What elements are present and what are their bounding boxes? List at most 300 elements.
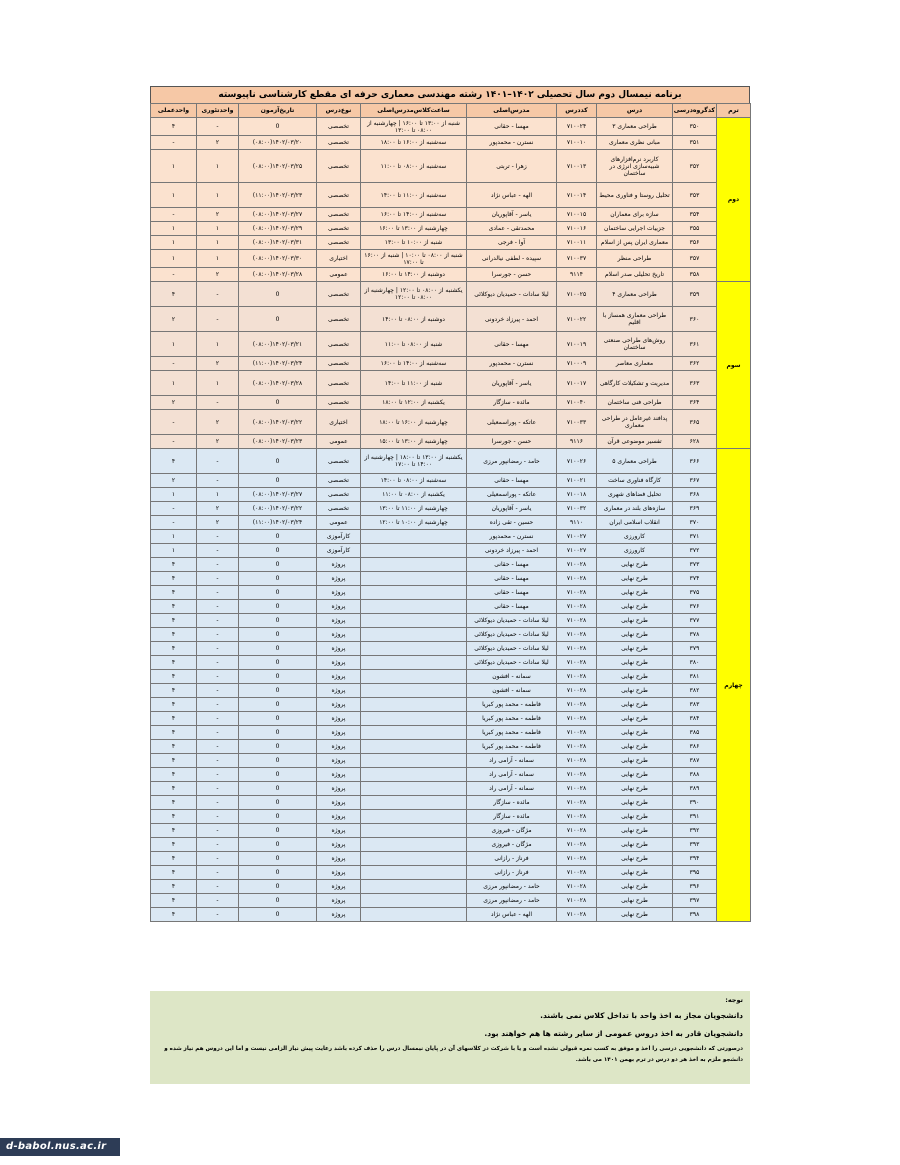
course-id: ۷۱۰۰۲۸ <box>557 586 597 600</box>
practical-units: ۴ <box>151 824 197 838</box>
course-group-code: ۳۸۴ <box>673 712 717 726</box>
teacher-name: مهسا - حقانی <box>467 572 557 586</box>
teacher-name: مهسا - حقانی <box>467 558 557 572</box>
course-type: پروژه <box>317 866 361 880</box>
notes-title: توجه: <box>725 996 743 1004</box>
course-type: تخصصی <box>317 357 361 371</box>
class-time <box>361 614 467 628</box>
course-name: طرح نهایی <box>597 768 673 782</box>
practical-units: ۱ <box>151 222 197 236</box>
practical-units: - <box>151 136 197 150</box>
table-row <box>151 118 751 136</box>
course-id: ۷۱۰۰۲۸ <box>557 782 597 796</box>
teacher-name: سپیده - لطفی نیالدرانی <box>467 250 557 268</box>
practical-units: ۴ <box>151 852 197 866</box>
teacher-name: سمانه - آرامی راد <box>467 754 557 768</box>
practical-units: ۴ <box>151 614 197 628</box>
teacher-name: آوا - فرجی <box>467 236 557 250</box>
class-time <box>361 544 467 558</box>
practical-units: ۱ <box>151 530 197 544</box>
practical-units: ۱ <box>151 332 197 357</box>
exam-date: 0 <box>239 628 317 642</box>
course-name: تحلیل روستا و فناوری محیط <box>597 183 673 208</box>
course-id: ۷۱۰۰۲۸ <box>557 838 597 852</box>
course-type: پروژه <box>317 698 361 712</box>
course-group-code: ۳۶۳ <box>673 371 717 396</box>
practical-units: ۲ <box>151 307 197 332</box>
exam-date: ۱۴۰۲/۰۳/۲۲(۰۸:۰۰) <box>239 410 317 435</box>
theory-units: ۲ <box>197 136 239 150</box>
course-type: پروژه <box>317 614 361 628</box>
theory-units: ۲ <box>197 268 239 282</box>
exam-date: 0 <box>239 754 317 768</box>
course-group-code: ۳۵۰ <box>673 118 717 136</box>
class-time <box>361 642 467 656</box>
page-title: برنامه نیمسال دوم سال تحصیلی ۱۴۰۲–۱۴۰۱ رشته مهندسی معماری حرفه ای مقطع کارشناسی ناپیوسته <box>150 86 750 103</box>
course-group-code: ۳۷۹ <box>673 642 717 656</box>
theory-units: - <box>197 908 239 922</box>
course-id: ۹۱۱۴ <box>557 268 597 282</box>
term-group <box>151 449 751 922</box>
course-id: ۷۱۰۰۲۸ <box>557 726 597 740</box>
course-id: ۷۱۰۰۲۷ <box>557 544 597 558</box>
practical-units: ۱ <box>151 236 197 250</box>
course-name: طرح نهایی <box>597 782 673 796</box>
class-time <box>361 782 467 796</box>
class-time <box>361 740 467 754</box>
course-name: طراحی فنی ساختمان <box>597 396 673 410</box>
header-row <box>151 104 751 118</box>
teacher-name: لیلا سادات - حمیدیان دیوکلائی <box>467 656 557 670</box>
exam-date: ۱۴۰۲/۰۳/۲۲(۰۸:۰۰) <box>239 502 317 516</box>
practical-units: ۴ <box>151 768 197 782</box>
course-type: تخصصی <box>317 222 361 236</box>
table-row <box>151 740 751 754</box>
table-row <box>151 208 751 222</box>
course-type: پروژه <box>317 572 361 586</box>
exam-date: 0 <box>239 880 317 894</box>
teacher-name: سمانه - آرامی راد <box>467 782 557 796</box>
exam-date: 0 <box>239 586 317 600</box>
teacher-name: نسترن - محمدپور <box>467 530 557 544</box>
course-group-code: ۳۸۳ <box>673 698 717 712</box>
practical-units: ۴ <box>151 740 197 754</box>
course-group-code: ۳۷۴ <box>673 572 717 586</box>
theory-units: ۲ <box>197 410 239 435</box>
class-time: سه‌شنبه از ۱۴:۰۰ تا ۱۶:۰۰ <box>361 357 467 371</box>
table-row <box>151 136 751 150</box>
theory-units: - <box>197 810 239 824</box>
class-time: چهارشنبه از ۱۳:۰۰ تا ۱۶:۰۰ <box>361 222 467 236</box>
practical-units: ۴ <box>151 754 197 768</box>
table-row <box>151 502 751 516</box>
course-name: طرح نهایی <box>597 614 673 628</box>
course-group-code: ۳۶۹ <box>673 502 717 516</box>
practical-units: ۴ <box>151 558 197 572</box>
course-type: عمومی <box>317 268 361 282</box>
theory-units: - <box>197 684 239 698</box>
course-name: طرح نهایی <box>597 824 673 838</box>
table-row <box>151 614 751 628</box>
exam-date: ۱۴۰۲/۰۳/۲۰(۰۸:۰۰) <box>239 136 317 150</box>
course-group-code: ۳۸۷ <box>673 754 717 768</box>
practical-units: ۴ <box>151 572 197 586</box>
exam-date: 0 <box>239 684 317 698</box>
theory-units: ۱ <box>197 150 239 183</box>
course-group-code: ۳۹۱ <box>673 810 717 824</box>
practical-units: ۱ <box>151 371 197 396</box>
teacher-name: عاتکه - پوراسمعیلی <box>467 410 557 435</box>
course-name: طراحی معماری ۳ <box>597 118 673 136</box>
teacher-name: مهسا - حقانی <box>467 474 557 488</box>
table-row <box>151 852 751 866</box>
exam-date: 0 <box>239 698 317 712</box>
exam-date: 0 <box>239 726 317 740</box>
course-name: طرح نهایی <box>597 796 673 810</box>
course-id: ۷۱۰۰۱۱ <box>557 236 597 250</box>
class-time <box>361 824 467 838</box>
practical-units: ۲ <box>151 396 197 410</box>
course-id: ۹۱۱۰ <box>557 516 597 530</box>
course-group-code: ۳۹۲ <box>673 824 717 838</box>
table-row <box>151 824 751 838</box>
practical-units: ۴ <box>151 600 197 614</box>
class-time: شنبه از ۱۳:۰۰ تا ۱۶:۰۰ | چهارشنبه از ۰۸:۰۰ تا ۱۳:۰۰ <box>361 118 467 136</box>
course-type: تخصصی <box>317 502 361 516</box>
course-id: ۷۱۰۰۱۴ <box>557 183 597 208</box>
exam-date: 0 <box>239 768 317 782</box>
term-group <box>151 118 751 282</box>
teacher-name: مائده - سازگار <box>467 796 557 810</box>
course-id: ۷۱۰۰۲۸ <box>557 768 597 782</box>
course-type: تخصصی <box>317 118 361 136</box>
column-header: ترم <box>717 104 751 118</box>
theory-units: - <box>197 656 239 670</box>
schedule-table <box>150 103 751 922</box>
course-type: تخصصی <box>317 150 361 183</box>
table-row <box>151 307 751 332</box>
table-row <box>151 894 751 908</box>
table-row <box>151 628 751 642</box>
practical-units: ۴ <box>151 118 197 136</box>
course-name: طرح نهایی <box>597 642 673 656</box>
theory-units: - <box>197 282 239 307</box>
exam-date: 0 <box>239 852 317 866</box>
course-group-code: ۳۵۸ <box>673 268 717 282</box>
table-row <box>151 796 751 810</box>
theory-units: - <box>197 600 239 614</box>
exam-date: ۱۴۰۲/۰۳/۲۹(۰۸:۰۰) <box>239 222 317 236</box>
class-time <box>361 908 467 922</box>
course-id: ۷۱۰۰۲۸ <box>557 698 597 712</box>
teacher-name: یاسر - آقاپوریان <box>467 502 557 516</box>
exam-date: ۱۴۰۲/۰۳/۲۱(۰۸:۰۰) <box>239 332 317 357</box>
theory-units: - <box>197 712 239 726</box>
column-header: کدگروه‌درسی <box>673 104 717 118</box>
teacher-name: لیلا سادات - حمیدیان دیوکلائی <box>467 614 557 628</box>
column-header: درس <box>597 104 673 118</box>
table-row <box>151 435 751 449</box>
notes-line: دانشجویان مجاز به اخذ واحد با تداخل کلاس نمی باشند. <box>540 1011 743 1020</box>
exam-date: 0 <box>239 572 317 586</box>
course-name: طرح نهایی <box>597 726 673 740</box>
theory-units: - <box>197 572 239 586</box>
theory-units: ۲ <box>197 516 239 530</box>
teacher-name: الهه - عباس نژاد <box>467 908 557 922</box>
practical-units: ۱ <box>151 250 197 268</box>
course-group-code: ۳۸۸ <box>673 768 717 782</box>
course-type: پروژه <box>317 670 361 684</box>
course-name: طرح نهایی <box>597 558 673 572</box>
course-type: پروژه <box>317 838 361 852</box>
course-type: تخصصی <box>317 474 361 488</box>
theory-units: - <box>197 396 239 410</box>
course-group-code: ۳۶۴ <box>673 396 717 410</box>
term-group <box>151 282 751 449</box>
exam-date: 0 <box>239 642 317 656</box>
theory-units: - <box>197 866 239 880</box>
course-name: طراحی معماری ۵ <box>597 449 673 474</box>
course-type: کارآموزی <box>317 544 361 558</box>
course-id: ۷۱۰۰۲۸ <box>557 908 597 922</box>
course-type: تخصصی <box>317 449 361 474</box>
course-group-code: ۳۶۷ <box>673 474 717 488</box>
footer-url[interactable]: d-babol.nus.ac.ir <box>6 1141 107 1152</box>
course-type: تخصصی <box>317 183 361 208</box>
course-name: سازه‌های بلند در معماری <box>597 502 673 516</box>
class-time <box>361 880 467 894</box>
class-time: سه‌شنبه از ۱۱:۰۰ تا ۱۴:۰۰ <box>361 183 467 208</box>
table-row <box>151 880 751 894</box>
practical-units: ۴ <box>151 712 197 726</box>
teacher-name: احمد - پیرزاد خردونی <box>467 307 557 332</box>
table-row <box>151 866 751 880</box>
course-id: ۷۱۰۰۰۹ <box>557 357 597 371</box>
exam-date: 0 <box>239 449 317 474</box>
exam-date: 0 <box>239 558 317 572</box>
course-type: پروژه <box>317 684 361 698</box>
course-id: ۷۱۰۰۲۸ <box>557 558 597 572</box>
teacher-name: فاطمه - محمد پور کبریا <box>467 726 557 740</box>
practical-units: ۴ <box>151 782 197 796</box>
course-id: ۷۱۰۰۲۸ <box>557 670 597 684</box>
course-name: کارورزی <box>597 544 673 558</box>
teacher-name: یاسر - آقاپوریان <box>467 371 557 396</box>
table-row <box>151 396 751 410</box>
course-name: سازه برای معماران <box>597 208 673 222</box>
class-time <box>361 586 467 600</box>
practical-units: ۴ <box>151 628 197 642</box>
table-row <box>151 838 751 852</box>
course-group-code: ۳۷۱ <box>673 530 717 544</box>
practical-units: ۴ <box>151 796 197 810</box>
schedule-sheet <box>150 86 750 922</box>
course-id: ۷۱۰۰۲۸ <box>557 684 597 698</box>
practical-units: ۴ <box>151 810 197 824</box>
practical-units: - <box>151 208 197 222</box>
practical-units: ۴ <box>151 894 197 908</box>
class-time <box>361 628 467 642</box>
practical-units: ۱ <box>151 183 197 208</box>
class-time: دوشنبه از ۱۴:۰۰ تا ۱۶:۰۰ <box>361 268 467 282</box>
class-time: سه‌شنبه از ۱۴:۰۰ تا ۱۶:۰۰ <box>361 208 467 222</box>
course-id: ۷۱۰۰۲۸ <box>557 656 597 670</box>
course-name: روش‌های طراحی صنعتی ساختمان <box>597 332 673 357</box>
exam-date: 0 <box>239 894 317 908</box>
course-group-code: ۳۵۵ <box>673 222 717 236</box>
class-time: چهارشنبه از ۱۱:۰۰ تا ۱۳:۰۰ <box>361 502 467 516</box>
table-row <box>151 357 751 371</box>
course-name: پدافند غیرعامل در طراحی معماری <box>597 410 673 435</box>
exam-date: 0 <box>239 838 317 852</box>
table-row <box>151 586 751 600</box>
course-group-code: ۳۷۳ <box>673 558 717 572</box>
course-id: ۷۱۰۰۲۲ <box>557 307 597 332</box>
class-time <box>361 530 467 544</box>
practical-units: ۴ <box>151 866 197 880</box>
teacher-name: لیلا سادات - حمیدیان دیوکلائی <box>467 628 557 642</box>
teacher-name: حامد - رمضانپور مرزی <box>467 449 557 474</box>
course-type: تخصصی <box>317 488 361 502</box>
theory-units: - <box>197 880 239 894</box>
column-header: واحدتئوری <box>197 104 239 118</box>
course-type: پروژه <box>317 782 361 796</box>
course-id: ۷۱۰۰۱۳ <box>557 150 597 183</box>
teacher-name: حامد - رمضانپور مرزی <box>467 894 557 908</box>
practical-units: ۴ <box>151 670 197 684</box>
theory-units: - <box>197 614 239 628</box>
course-group-code: ۳۹۷ <box>673 894 717 908</box>
exam-date: 0 <box>239 670 317 684</box>
theory-units: - <box>197 670 239 684</box>
teacher-name: سمانه - افشون <box>467 670 557 684</box>
exam-date: 0 <box>239 824 317 838</box>
course-id: ۷۱۰۰۲۸ <box>557 852 597 866</box>
theory-units: - <box>197 894 239 908</box>
theory-units: - <box>197 726 239 740</box>
course-name: طرح نهایی <box>597 586 673 600</box>
course-type: پروژه <box>317 768 361 782</box>
practical-units: ۴ <box>151 642 197 656</box>
table-row <box>151 449 751 474</box>
practical-units: ۴ <box>151 838 197 852</box>
course-id: ۷۱۰۰۲۸ <box>557 866 597 880</box>
theory-units: ۱ <box>197 250 239 268</box>
course-id: ۷۱۰۰۲۸ <box>557 824 597 838</box>
course-type: پروژه <box>317 726 361 740</box>
theory-units: - <box>197 754 239 768</box>
course-id: ۷۱۰۰۲۴ <box>557 118 597 136</box>
course-name: طرح نهایی <box>597 908 673 922</box>
course-id: ۷۱۰۰۴۰ <box>557 396 597 410</box>
course-id: ۷۱۰۰۳۳ <box>557 410 597 435</box>
table-row <box>151 236 751 250</box>
exam-date: 0 <box>239 282 317 307</box>
exam-date: 0 <box>239 796 317 810</box>
course-id: ۷۱۰۰۲۸ <box>557 880 597 894</box>
course-name: معماری معاصر <box>597 357 673 371</box>
table-row <box>151 656 751 670</box>
course-group-code: ۳۵۶ <box>673 236 717 250</box>
theory-units: ۱ <box>197 488 239 502</box>
teacher-name: فرناز - رازانی <box>467 866 557 880</box>
course-type: تخصصی <box>317 307 361 332</box>
table-row <box>151 642 751 656</box>
practical-units: - <box>151 357 197 371</box>
practical-units: ۴ <box>151 449 197 474</box>
theory-units: - <box>197 118 239 136</box>
course-group-code: ۳۶۶ <box>673 449 717 474</box>
table-row <box>151 371 751 396</box>
course-group-code: ۳۸۶ <box>673 740 717 754</box>
theory-units: - <box>197 782 239 796</box>
teacher-name: نسترن - محمدپور <box>467 136 557 150</box>
course-name: معماری ایران پس از اسلام <box>597 236 673 250</box>
course-type: تخصصی <box>317 371 361 396</box>
course-group-code: ۳۷۰ <box>673 516 717 530</box>
course-id: ۷۱۰۰۱۰ <box>557 136 597 150</box>
theory-units: ۲ <box>197 435 239 449</box>
theory-units: - <box>197 768 239 782</box>
course-type: تخصصی <box>317 396 361 410</box>
theory-units: - <box>197 544 239 558</box>
practical-units: ۴ <box>151 880 197 894</box>
practical-units: - <box>151 268 197 282</box>
course-type: کارآموزی <box>317 530 361 544</box>
course-name: طرح نهایی <box>597 740 673 754</box>
table-row <box>151 222 751 236</box>
course-group-code: ۳۹۳ <box>673 838 717 852</box>
course-name: طرح نهایی <box>597 656 673 670</box>
table-row <box>151 698 751 712</box>
practical-units: ۴ <box>151 726 197 740</box>
course-id: ۷۱۰۰۲۶ <box>557 449 597 474</box>
table-row <box>151 282 751 307</box>
teacher-name: الهه - عباس نژاد <box>467 183 557 208</box>
course-group-code: ۳۵۱ <box>673 136 717 150</box>
course-group-code: ۳۸۰ <box>673 656 717 670</box>
practical-units: - <box>151 410 197 435</box>
class-time <box>361 600 467 614</box>
table-row <box>151 150 751 183</box>
course-name: طرح نهایی <box>597 572 673 586</box>
course-id: ۷۱۰۰۲۱ <box>557 474 597 488</box>
course-type: پروژه <box>317 656 361 670</box>
exam-date: ۱۴۰۲/۰۳/۳۱(۰۸:۰۰) <box>239 236 317 250</box>
exam-date: 0 <box>239 474 317 488</box>
course-id: ۷۱۰۰۱۷ <box>557 371 597 396</box>
class-time: چهارشنبه از ۱۰:۰۰ تا ۱۲:۰۰ <box>361 516 467 530</box>
course-id: ۷۱۰۰۱۶ <box>557 222 597 236</box>
exam-date: 0 <box>239 396 317 410</box>
teacher-name: مائده - سازگار <box>467 810 557 824</box>
class-time <box>361 698 467 712</box>
term-label: سوم <box>717 282 751 449</box>
exam-date: ۱۴۰۲/۰۳/۲۴(۱۱:۰۰) <box>239 357 317 371</box>
exam-date: 0 <box>239 782 317 796</box>
course-name: انقلاب اسلامی ایران <box>597 516 673 530</box>
class-time: یکشنبه از ۱۲:۰۰ تا ۱۸:۰۰ <box>361 396 467 410</box>
course-name: طرح نهایی <box>597 628 673 642</box>
class-time <box>361 894 467 908</box>
course-group-code: ۳۷۲ <box>673 544 717 558</box>
table-row <box>151 810 751 824</box>
course-type: تخصصی <box>317 236 361 250</box>
course-id: ۷۱۰۰۲۸ <box>557 796 597 810</box>
course-id: ۷۱۰۰۱۹ <box>557 332 597 357</box>
course-group-code: ۳۶۲ <box>673 357 717 371</box>
teacher-name: مژگان - فیروزی <box>467 838 557 852</box>
